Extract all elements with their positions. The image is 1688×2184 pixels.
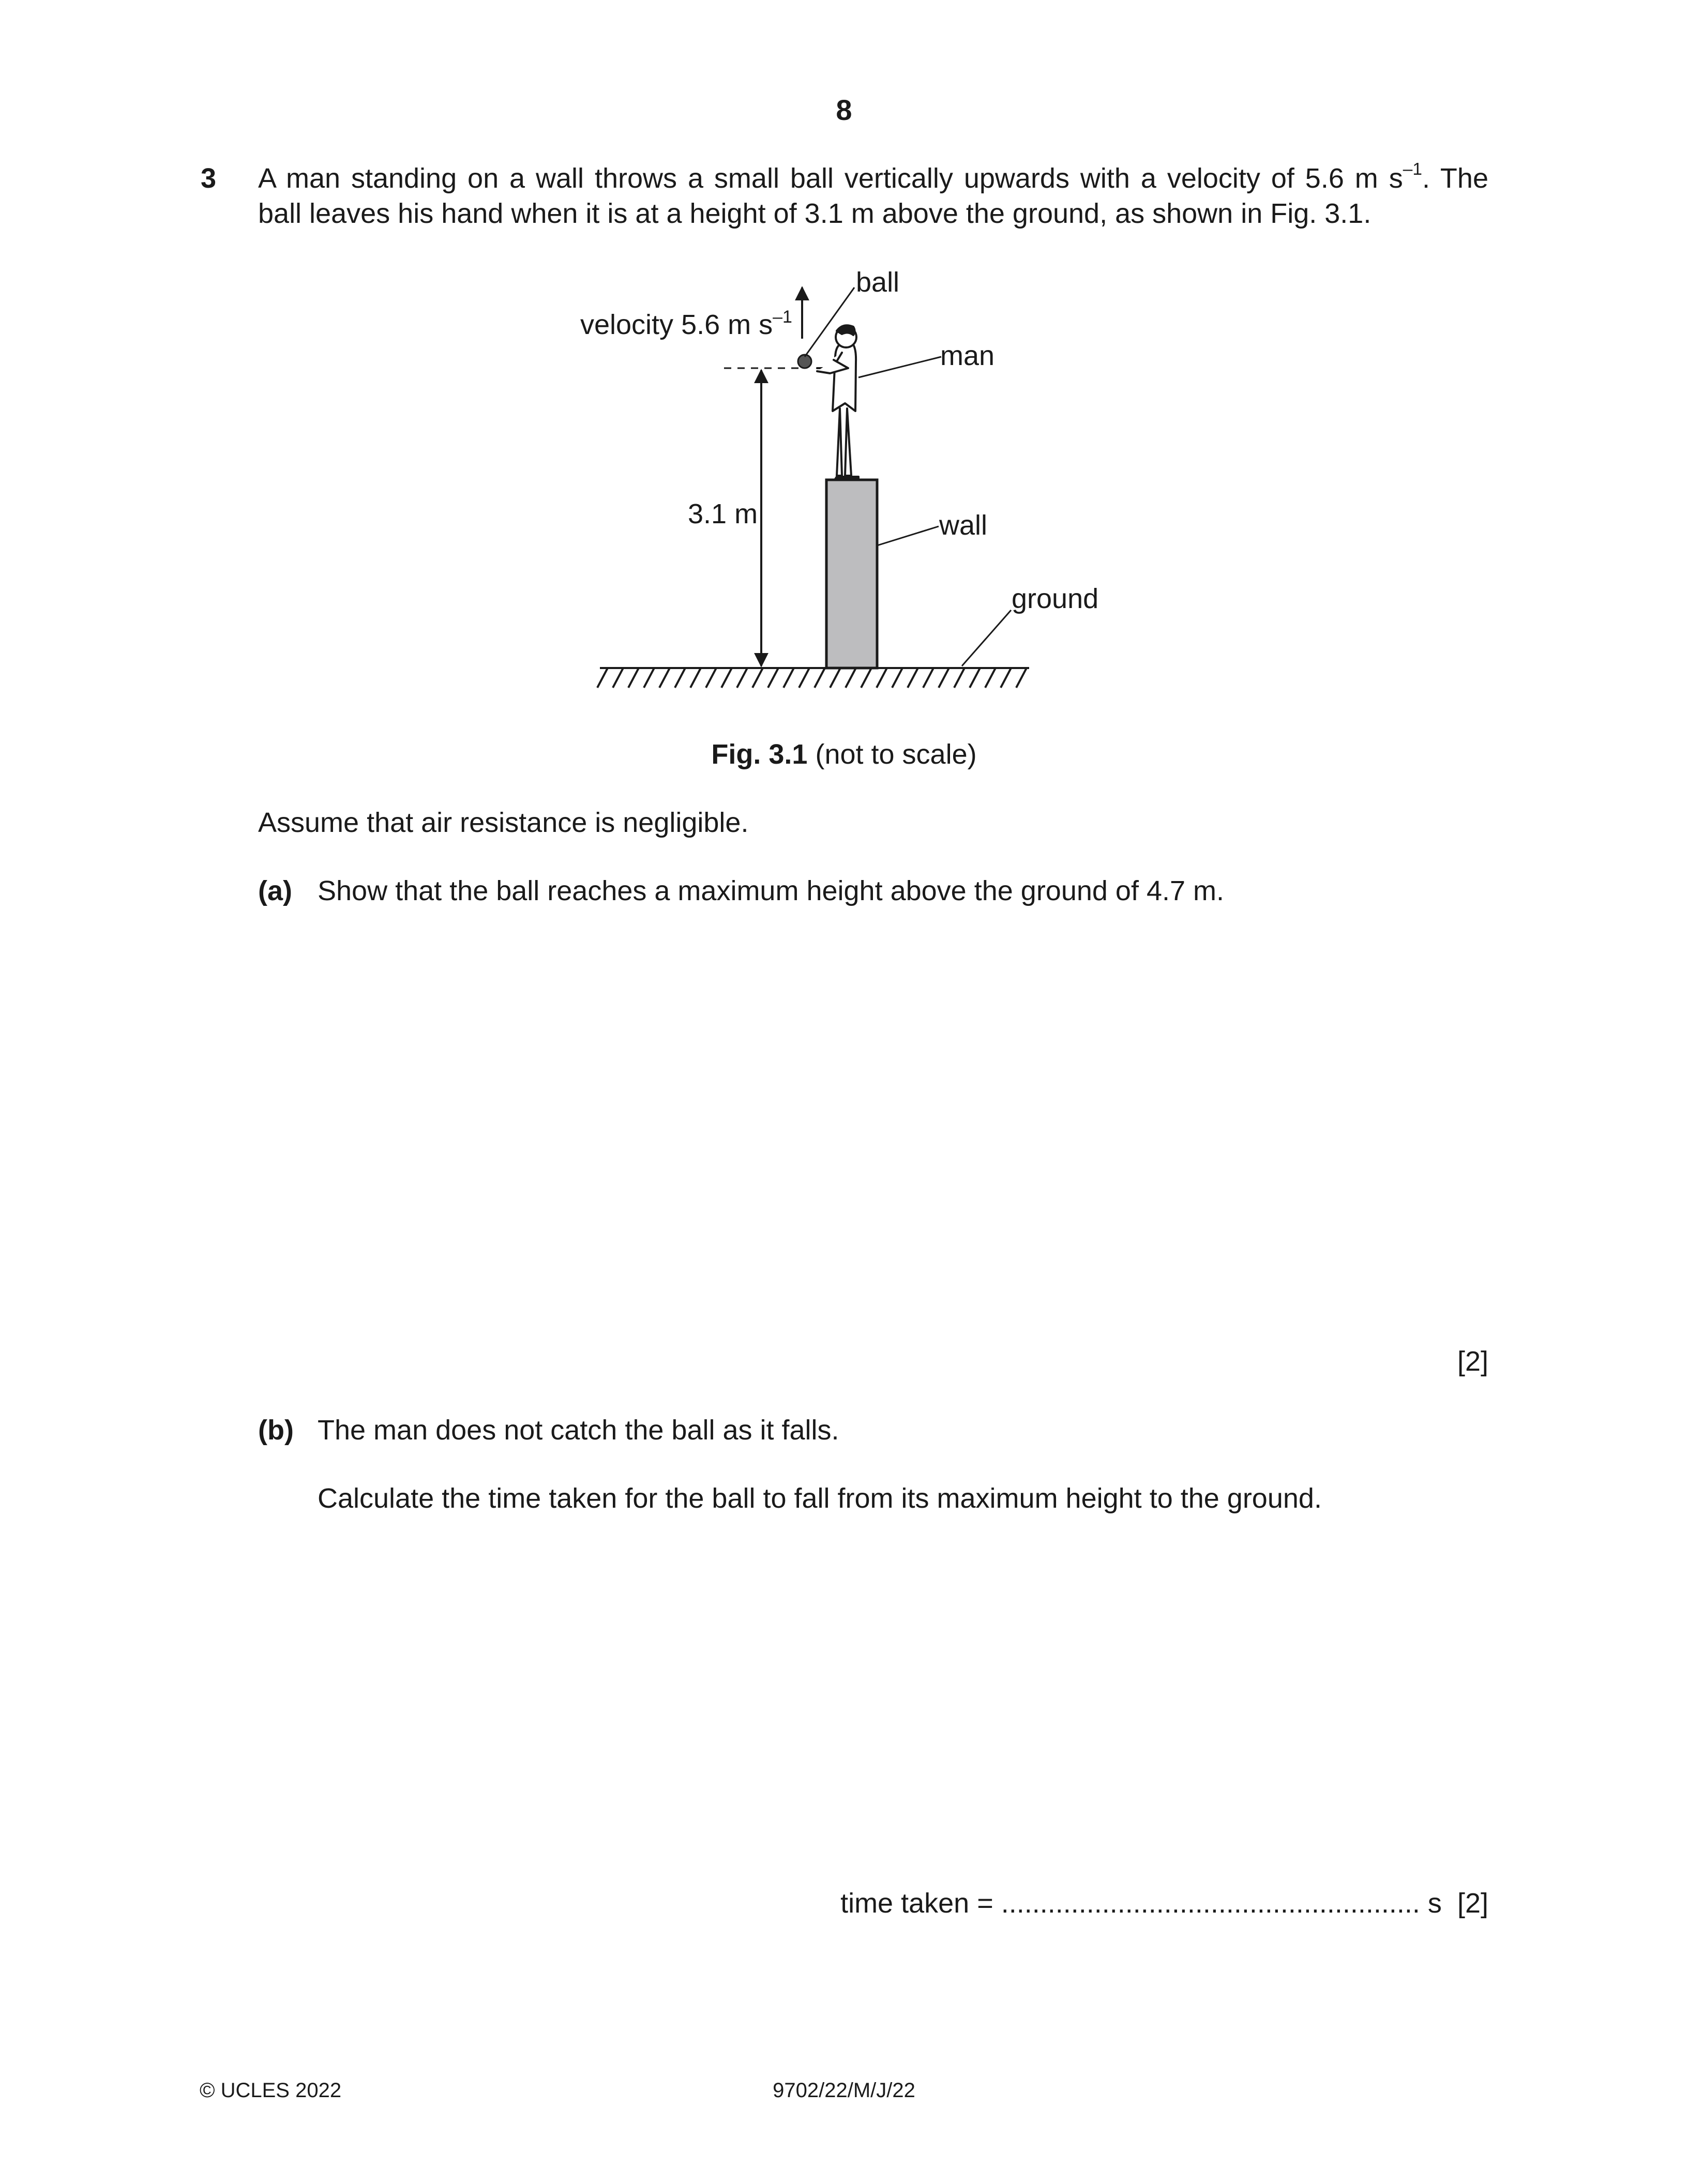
- question-number: 3: [201, 163, 217, 194]
- man-figure: [817, 325, 858, 480]
- label-ground: ground: [1012, 583, 1099, 614]
- figure-caption-note: (not to scale): [807, 739, 977, 770]
- ground-surface: [597, 668, 1029, 688]
- part-b-question: Calculate the time taken for the ball to fall from its maximum height to the ground.: [318, 1483, 1322, 1514]
- intro-superscript: –1: [1403, 159, 1422, 179]
- label-velocity-sup: –1: [773, 307, 792, 327]
- footer-paper-code: 9702/22/M/J/22: [773, 2079, 915, 2102]
- figure-caption-label: Fig. 3.1: [711, 739, 808, 770]
- label-ball: ball: [856, 267, 900, 298]
- page-number: 8: [836, 94, 852, 126]
- label-wall: wall: [939, 510, 988, 541]
- label-velocity: [580, 307, 792, 340]
- intro-text-a: A man standing on a wall throws a small ball vertically upwards with a velocity of 5.6 m s: [258, 163, 1403, 194]
- question-intro-line-2: ball leaves his hand when it is at a height of 3.1 m above the ground, as shown in Fig. 3.1.: [258, 198, 1372, 229]
- part-a-label: (a): [258, 875, 292, 906]
- figure-3-1: [0, 0, 1688, 734]
- part-b-marks: [2]: [1457, 1888, 1488, 1919]
- answer-unit: s: [1420, 1888, 1442, 1919]
- figure-caption: [0, 737, 1688, 771]
- answer-field[interactable]: ......................................................: [1001, 1888, 1420, 1919]
- label-man: man: [940, 340, 995, 371]
- label-height: 3.1 m: [688, 498, 758, 529]
- part-b-text: The man does not catch the ball as it falls.: [318, 1415, 839, 1446]
- wall-shape: [826, 480, 877, 668]
- part-b-label: (b): [258, 1415, 294, 1446]
- label-velocity-main: velocity 5.6 m s: [580, 309, 773, 340]
- assumption-text: Assume that air resistance is negligible.: [258, 807, 749, 838]
- intro-text-b: . The: [1422, 163, 1488, 194]
- part-a-marks: [2]: [1457, 1346, 1488, 1377]
- footer-copyright: © UCLES 2022: [200, 2079, 342, 2102]
- answer-prefix: time taken =: [840, 1888, 1001, 1919]
- part-a-text: Show that the ball reaches a maximum height above the ground of 4.7 m.: [318, 875, 1225, 906]
- answer-line: [840, 1886, 1488, 1920]
